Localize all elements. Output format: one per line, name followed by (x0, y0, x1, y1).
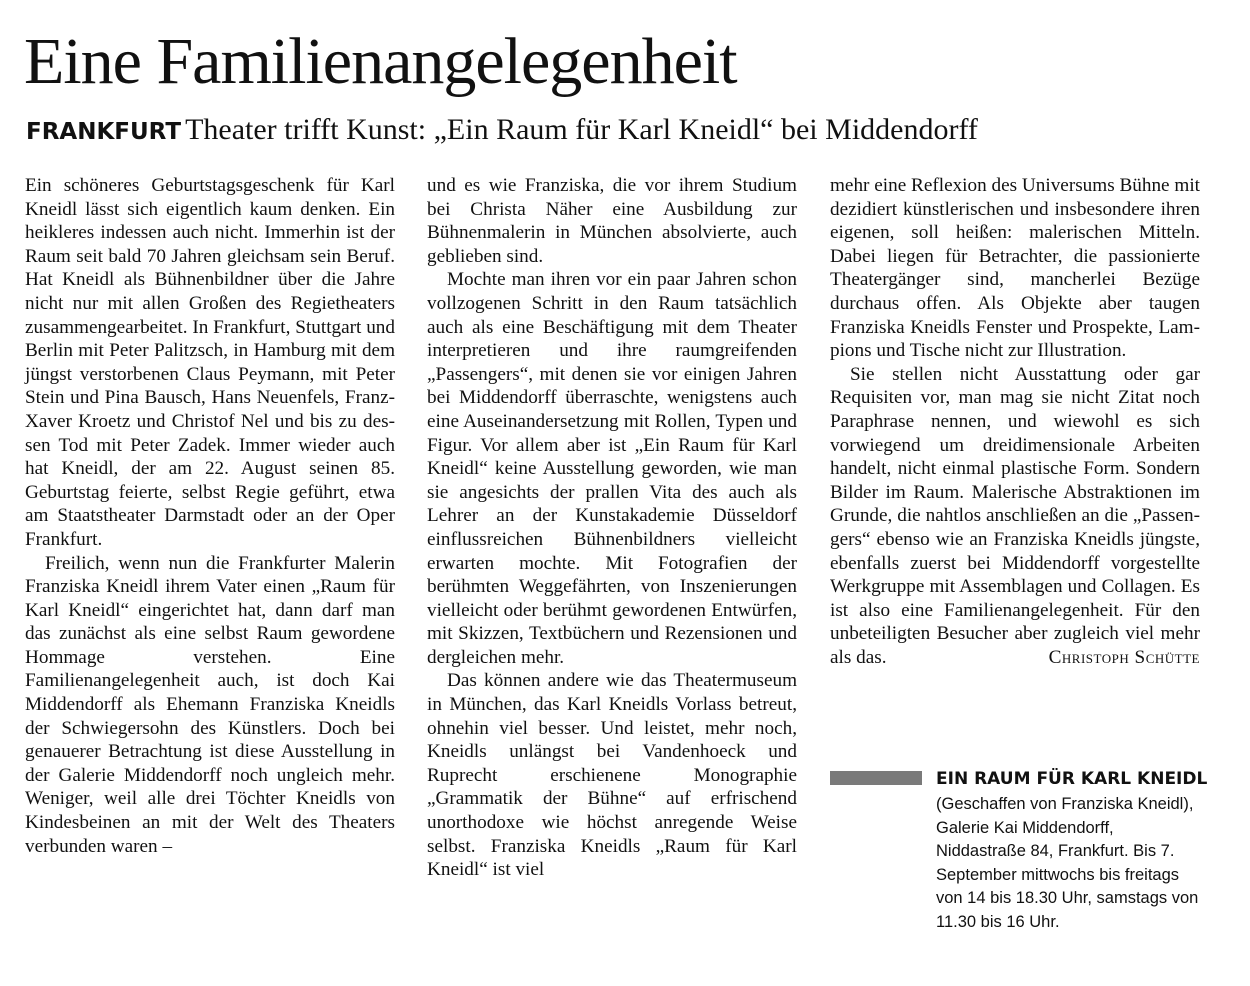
article-column-3 (830, 174, 1200, 669)
paragraph: Das können andere wie das Theatermuseum in München, das Karl Kneidls Vorlass betreut, ohnehin viel besser. Und leistet, mehr noch, Kneidls unlängst bei Vandenhoeck und Ruprecht erschienene Monographie „Grammatik der Bühne“ auf erfrischend unorthodoxe wie höchst anregende Weise selbst. Franziska Kneidls „Raum für Karl Kneidl“ ist viel (427, 670, 797, 881)
paragraph: und es wie Franziska, die vor ihrem Studium bei Christa Näher eine Ausbildung zur Bühnenmalerin in München absolvierte, auch geblieben sind. (427, 175, 797, 267)
paragraph: Mochte man ihren vor ein paar Jahren schon vollzogenen Schritt in den Raum tatsächlich auch als eine Beschäftigung mit dem Theater interpretieren und ihre raumgreifenden „Passengers“, mit denen sie vor einigen Jahren bei Middendorff überraschte, wenigstens auch eine Auseinandersetzung mit Rollen, Typen und Figur. Vor allem aber ist „Ein Raum für Karl Kneidl“ keine Ausstellung geworden, wie man sie angesichts der prallen Vita des auch als Lehrer an der Kunstakademie Düsseldorf einflussreichen Bühnenbildners vielleicht erwarten mochte. Mit Fotografien der berühmten Weggefährten, von Inszenierungen vielleicht oder berühmt gewordenen Entwürfen, mit Skizzen, Textbüchern und Rezensionen und dergleichen mehr. (427, 269, 797, 668)
paragraph: mehr eine Reflexion des Universums Bühne mit dezidiert künstlerischen und insbesondere ihren eigenen, soll heißen: malerischen Mitteln. Dabei liegen für Betrachter, die passionierte Theatergänger sind, mancherlei Bezüge durchaus offen. Als Objekte aber taugen Franziska Kneidls Fenster und Prospekte, Lampions und Tische nicht zur Illustration. (830, 175, 1200, 362)
info-box-text: (Geschaffen von Franziska Kneidl), Galerie Kai Middendorff, Niddastraße 84, Frankfurt. Bis 7. September mittwochs bis freitags von 14 bis 18.30 Uhr, samstags von 11.30 bis 16 Uhr. (936, 795, 1199, 931)
paragraph: Freilich, wenn nun die Frankfurter Malerin Franziska Kneidl ihrem Vater einen „Raum für Karl Kneidl“ eingerichtet hat, dann darf man das zunächst als eine selbst Raum gewordene Hommage verstehen. Eine Familienangelegenheit auch, ist doch Kai Middendorff als Ehemann Franziska Kneidls der Schwiegersohn des Künstlers. Doch bei genauerer Betrachtung ist diese Ausstellung in der Galerie Middendorff noch ungleich mehr. Weniger, weil alle drei Töchter Kneidls von Kindesbeinen an mit der Welt des Theaters verbunden waren – (25, 552, 395, 857)
paragraph: Ein schöneres Geburtstagsgeschenk für Karl Kneidl lässt sich eigentlich kaum denken. Ein heikleres indessen auch nicht. Immerhin ist der Raum seit bald 70 Jahren gleichsam sein Beruf. Hat Kneidl als Bühnenbildner über die Jahre nicht nur mit allen Großen des Regietheaters zusammengearbeitet. In Frankfurt, Stuttgart und Berlin mit Peter Palitzsch, in Hamburg mit dem jüngst verstorbenen Claus Peymann, mit Peter Stein und Pina Bausch, Hans Neuenfels, Franz-Xaver Kroetz und Christof Nel und bis zu dessen Tod mit Peter Zadek. Immer wieder auch hat Kneidl, der am 22. August seinen 85. Geburtstag feierte, selbst Regie geführt, etwa am Staatstheater Darmstadt oder an der Oper Frankfurt. (25, 175, 395, 550)
subhead (26, 110, 978, 155)
paragraph-text: Sie stellen nicht Ausstattung oder gar Requisiten vor, man mag sie nicht Zitat noch Paraphrase nennen, und wiewohl es sich vorwiegend um dreidimensionale Arbeiten handelt, nicht einmal plastische Form. Sondern Bilder im Raum. Malerische Abstraktionen im Grunde, die nahtlos anschließen an die „Passengers“ ebenso wie an Franziska Kneidls jüngste, ebenfalls zuerst bei Middendorff vorgestellte Werkgruppe mit Assemblagen und Collagen. Es ist also eine Familienangelegenheit. Für den unbeteiligten Besucher aber zugleich viel mehr als das. (830, 363, 1200, 668)
paragraph (830, 363, 1200, 670)
article-column-1 (25, 174, 395, 858)
subtitle: Theater trifft Kunst: „Ein Raum für Karl Kneidl“ bei Middendorff (185, 113, 978, 146)
article-column-2 (427, 174, 797, 882)
author-name: Christoph Schütte (1048, 646, 1200, 668)
info-box-title: EIN RAUM FÜR KARL KNEIDL (936, 769, 1208, 789)
dateline: FRANKFURT (26, 119, 182, 145)
info-bar-marker (830, 771, 922, 785)
headline: Eine Familienangelegenheit (24, 25, 737, 98)
